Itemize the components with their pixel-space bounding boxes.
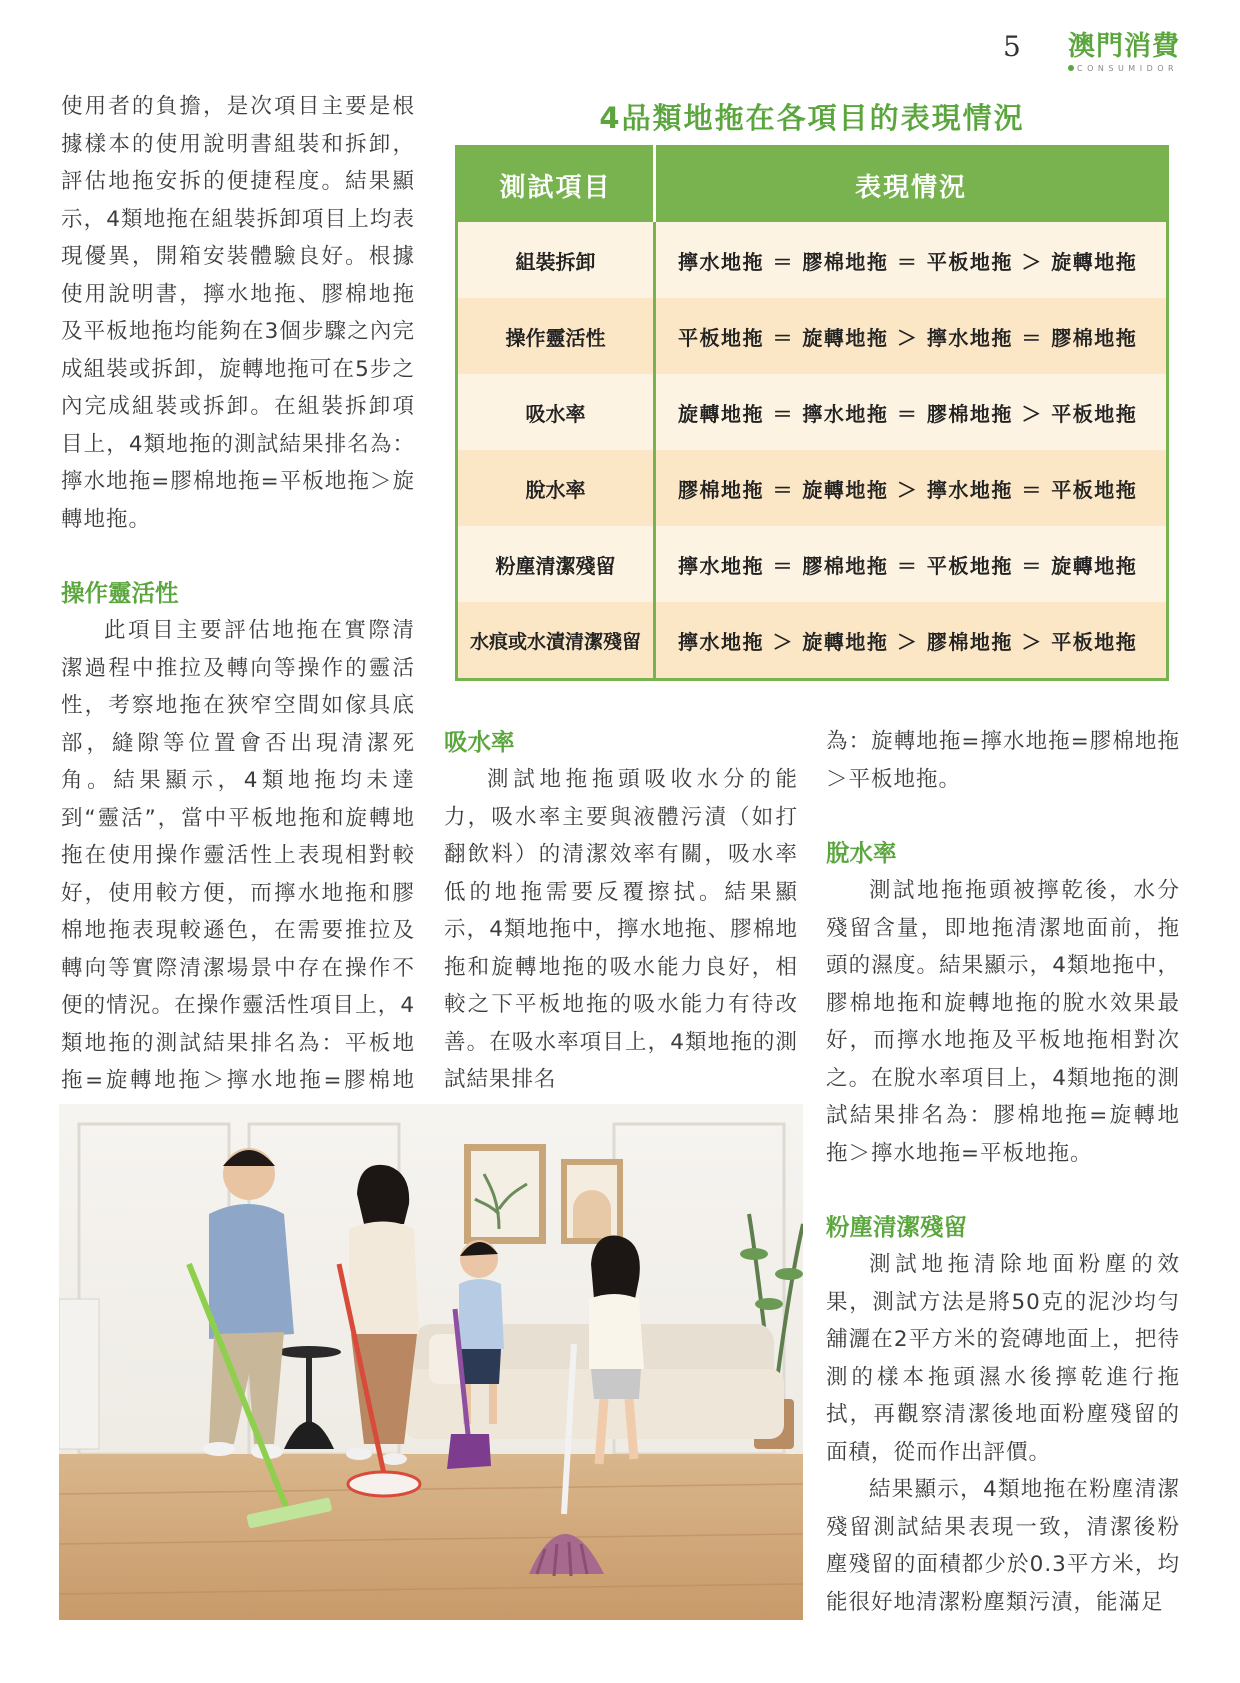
paragraph-dust-result: 結果顯示，4類地拖在粉塵清潔殘留測試結果表現一致，清潔後粉塵殘留的面積都少於0.3平方米，均能很好地清潔粉塵類污漬，能滿足: [826, 1477, 1180, 1615]
row-item: 吸水率: [457, 374, 655, 450]
paragraph-dust-method: 測試地拖清除地面粉塵的效果，測試方法是將50克的泥沙均勻舖灑在2平方米的瓷磚地面上，把待測的樣本拖頭濕水後擰乾進行拖拭，再觀察清潔後地面粉塵殘留的面積，從而作出評價。: [826, 1252, 1180, 1465]
header-test-item: 測試項目: [457, 147, 655, 223]
page-number: 5: [1003, 30, 1021, 63]
logo-subtitle: CONSUMIDOR: [1068, 64, 1184, 74]
performance-table: [455, 145, 1169, 681]
section-title-dehydration: 脫水率: [826, 839, 897, 867]
magazine-logo: [1068, 30, 1184, 74]
row-result: 平板地拖 ＝ 旋轉地拖 ＞ 擰水地拖 ＝ 膠棉地拖: [655, 298, 1168, 374]
table-row: [457, 526, 1168, 602]
row-result: 旋轉地拖 ＝ 擰水地拖 ＝ 膠棉地拖 ＞ 平板地拖: [655, 374, 1168, 450]
table-row: [457, 602, 1168, 680]
paragraph-flexibility: 此項目主要評估地拖在實際清潔過程中推拉及轉向等操作的靈活性，考察地拖在狹窄空間如傢具底部，縫隙等位置會否出現清潔死角。結果顯示，4類地拖均未達到“靈活”，當中平板地拖和旋轉地拖在使用操作靈活性上表現相對較好，使用較方便，而擰水地拖和膠棉地拖表現較遜色，在需要推拉及轉向等實際清潔場景中存在操作不便的情況。在操作靈活性項目上，4類地拖的測試結果排名為：平板地拖=旋轉地拖＞擰水地拖=膠棉地: [61, 618, 415, 1093]
left-column: [61, 88, 415, 1137]
logo-dot-icon: [1068, 65, 1074, 71]
middle-column: [444, 723, 798, 1099]
paragraph-absorption-continued: 為：旋轉地拖=擰水地拖=膠棉地拖＞平板地拖。: [826, 729, 1180, 792]
row-result: 膠棉地拖 ＝ 旋轉地拖 ＞ 擰水地拖 ＝ 平板地拖: [655, 450, 1168, 526]
paragraph-assembly: 使用者的負擔，是次項目主要是根據樣本的使用說明書組裝和拆卸，評估地拖安拆的便捷程度。結果顯示，4類地拖在組裝拆卸項目上均表現優異，開箱安裝體驗良好。根據使用說明書，擰水地拖、膠棉地拖及平板地拖均能夠在3個步驟之內完成組裝或拆卸，旋轉地拖可在5步之內完成組裝或拆卸。在組裝拆卸項目上，4類地拖的測試結果排名為：擰水地拖=膠棉地拖=平板地拖＞旋轉地拖。: [61, 94, 415, 532]
table-row: [457, 222, 1168, 298]
logo-title: 澳門消費: [1068, 31, 1180, 62]
table-row: [457, 374, 1168, 450]
row-item: 操作靈活性: [457, 298, 655, 374]
table-row: [457, 298, 1168, 374]
header-performance: 表現情況: [655, 147, 1168, 223]
row-item: 水痕或水漬清潔殘留: [457, 602, 655, 680]
paragraph-dehydration: 測試地拖拖頭被擰乾後，水分殘留含量，即地拖清潔地面前，拖頭的濕度。結果顯示，4類地拖中，膠棉地拖和旋轉地拖的脫水效果最好，而擰水地拖及平板地拖相對次之。在脫水率項目上，4類地拖的測試結果排名為：膠棉地拖=旋轉地拖＞擰水地拖=平板地拖。: [826, 878, 1180, 1166]
row-item: 脫水率: [457, 450, 655, 526]
section-title-absorption: 吸水率: [444, 728, 515, 756]
row-result: 擰水地拖 ＝ 膠棉地拖 ＝ 平板地拖 ＞ 旋轉地拖: [655, 222, 1168, 298]
section-title-flexibility: 操作靈活性: [61, 579, 179, 607]
row-item: 粉塵清潔殘留: [457, 526, 655, 602]
right-column: [826, 723, 1180, 1621]
section-title-dust: 粉塵清潔殘留: [826, 1213, 967, 1241]
row-result: 擰水地拖 ＝ 膠棉地拖 ＝ 平板地拖 ＝ 旋轉地拖: [655, 526, 1168, 602]
family-mopping-photo: [59, 1104, 803, 1620]
table-row: [457, 450, 1168, 526]
row-item: 組裝拆卸: [457, 222, 655, 298]
paragraph-absorption: 測試地拖拖頭吸收水分的能力，吸水率主要與液體污漬（如打翻飲料）的清潔效率有關，吸水率低的地拖需要反覆擦拭。結果顯示，4類地拖中，擰水地拖、膠棉地拖和旋轉地拖的吸水能力良好，相較之下平板地拖的吸水能力有待改善。在吸水率項目上，4類地拖的測試結果排名: [444, 767, 798, 1092]
row-result: 擰水地拖 ＞ 旋轉地拖 ＞ 膠棉地拖 ＞ 平板地拖: [655, 602, 1168, 680]
table-header-row: [457, 147, 1168, 223]
table-title: 4品類地拖在各項目的表現情況: [599, 101, 1025, 135]
